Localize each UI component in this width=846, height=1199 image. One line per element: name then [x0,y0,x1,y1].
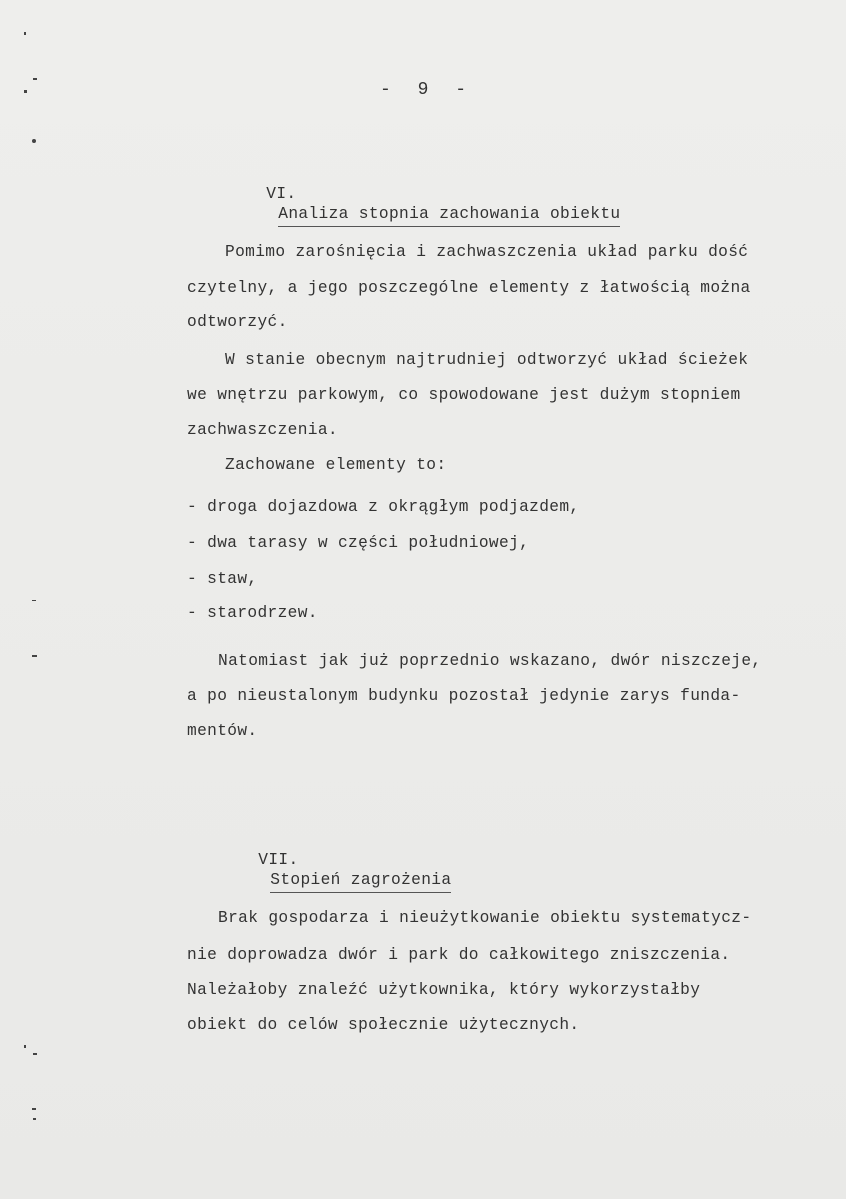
paragraph-line: odtworzyć. [187,313,288,331]
page-number: - 9 - [380,80,475,100]
paragraph-line: we wnętrzu parkowym, co spowodowane jest dużym stopniem [187,386,741,404]
paragraph-line: Natomiast jak już poprzednio wskazano, dwór niszczeje, [218,652,762,670]
section-heading [226,164,620,247]
margin-mark [32,600,36,601]
margin-mark [24,32,26,35]
paragraph-line: czytelny, a jego poszczególne elementy z łatwością można [187,279,751,297]
section-title: Analiza stopnia zachowania obiektu [278,204,620,227]
paragraph-line: nie doprowadza dwór i park do całkowitego zniszczenia. [187,946,731,964]
paragraph-line: zachwaszczenia. [187,421,338,439]
margin-mark [33,1118,36,1120]
section-heading [218,830,451,913]
paragraph-line: Należałoby znaleźć użytkownika, który wykorzystałby [187,981,701,999]
margin-mark [32,139,36,143]
paragraph-line: Pomimo zarośnięcia i zachwaszczenia układ parku dość [225,243,749,261]
list-item: - starodrzew. [187,604,318,622]
paragraph-line: Brak gospodarza i nieużytkowanie obiektu systematycz- [218,909,752,927]
margin-mark [33,1053,37,1055]
margin-mark [32,655,37,657]
list-item: - droga dojazdowa z okrągłym podjazdem, [187,498,580,516]
section-number: VI. [266,185,297,203]
margin-mark [32,1108,36,1110]
list-intro: Zachowane elementy to: [225,456,447,474]
paragraph-line: W stanie obecnym najtrudniej odtworzyć układ ścieżek [225,351,749,369]
paragraph-line: mentów. [187,722,258,740]
list-item: - staw, [187,570,258,588]
margin-mark [33,78,37,80]
section-title: Stopień zagrożenia [270,870,451,893]
list-item: - dwa tarasy w części południowej, [187,534,530,552]
section-number: VII. [258,851,299,869]
paragraph-line: obiekt do celów społecznie użytecznych. [187,1016,580,1034]
paragraph-line: a po nieustalonym budynku pozostał jedynie zarys funda- [187,687,741,705]
margin-mark [24,90,27,93]
margin-mark [24,1045,26,1048]
